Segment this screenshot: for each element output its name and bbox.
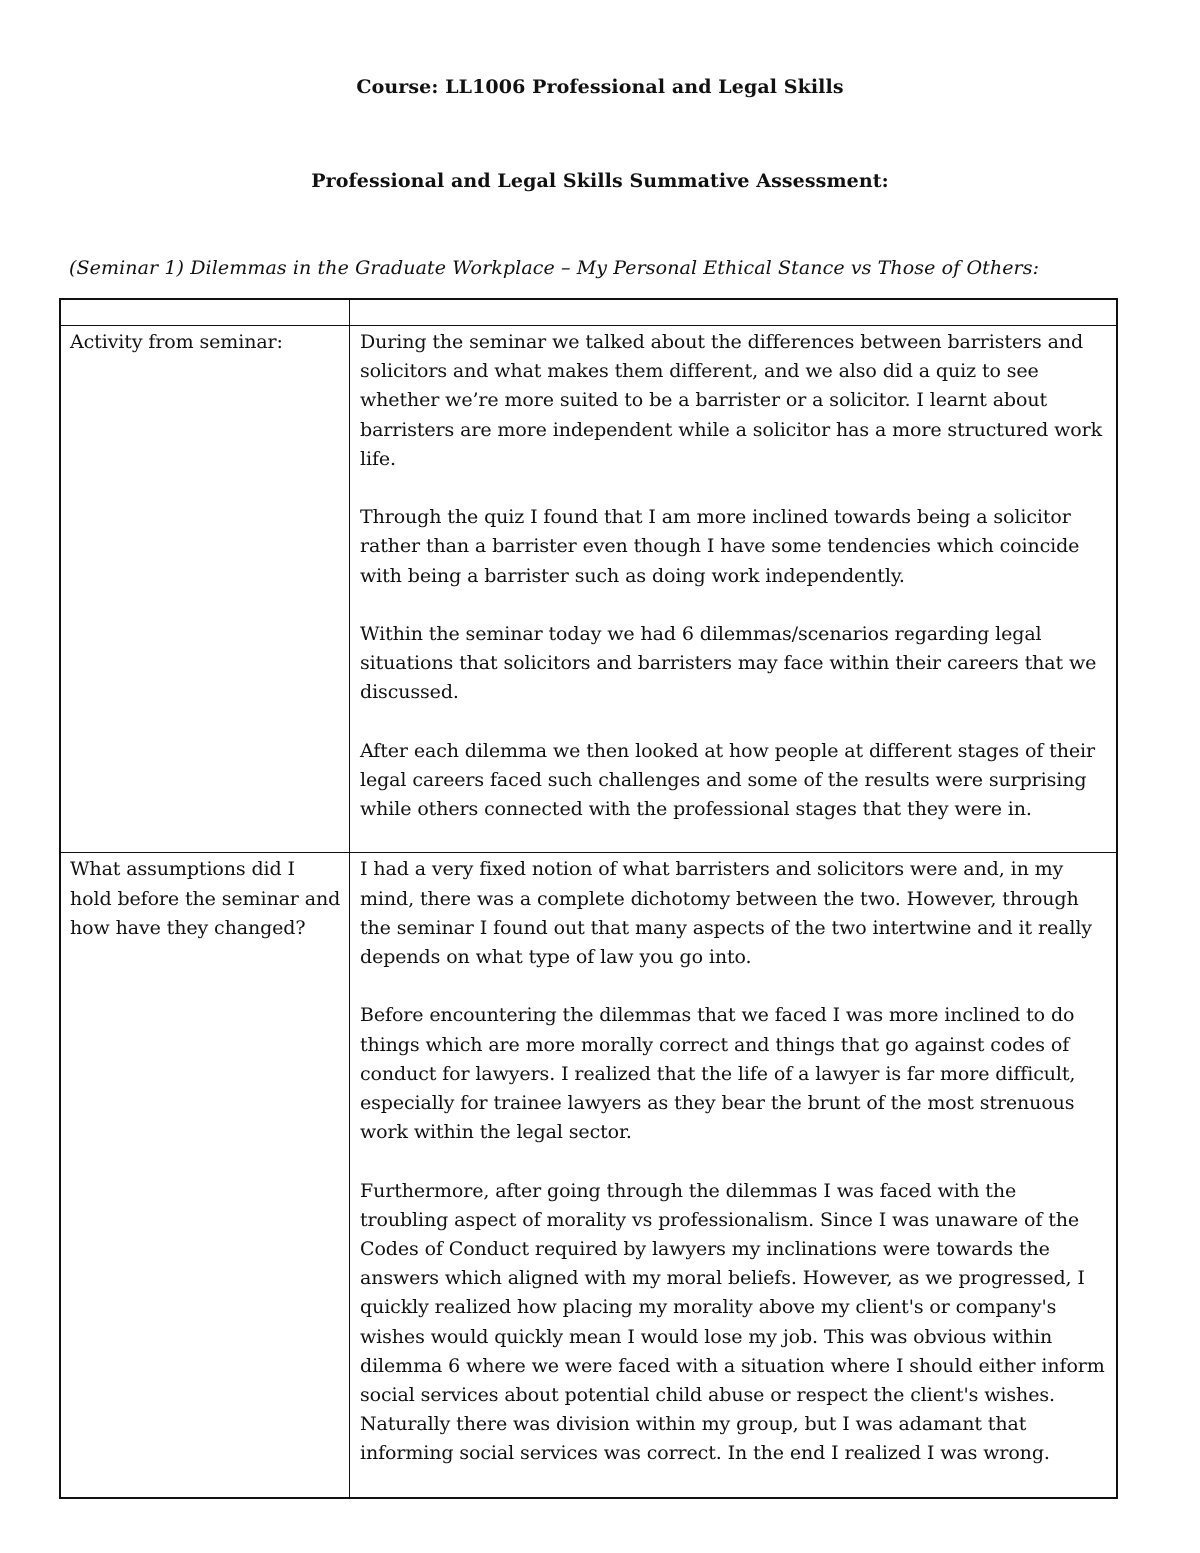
row-label-cell [60,853,350,1498]
paragraph: Within the seminar today we had 6 dilemmas/scenarios regarding legal situations that solicitors and barristers may face within their careers that we discussed. [360,623,1097,704]
paragraph: Furthermore, after going through the dilemmas I was faced with the troubling aspect of morality vs professionalism. Since I was unaware of the Codes of Conduct required by lawyers my inclinations were towards the answers which aligned with my moral beliefs. However, as we progressed, I quickly realized how placing my morality above my client's or company's wishes would quickly mean I would lose my job. This was obvious within dilemma 6 where we were faced with a situation where I should either inform social services about potential child abuse or respect the client's wishes. Naturally there was division within my group, but I was adamant that informing social services was correct. In the end I realized I was wrong. [360,1179,1105,1465]
table-row [60,326,1117,853]
paragraph: Before encountering the dilemmas that we faced I was more inclined to do things which are more morally correct and things that go against codes of conduct for lawyers. I realized that the life of a lawyer is far more difficult, especially for trainee lawyers as they bear the brunt of the most strenuous work within the legal sector. [360,1004,1076,1144]
paragraph: During the seminar we talked about the differences between barristers and solicitors and what makes them different, and we also did a quiz to see whether we’re more suited to be a barrister or a solicitor. I learnt about barristers are more independent while a solicitor has a more structured work life. [360,331,1102,470]
section-heading: (Seminar 1) Dilemmas in the Graduate Workplace – My Personal Ethical Stance vs Those of Others: [69,257,1040,279]
header-cell-right [350,299,1118,326]
reflection-table [59,298,1118,1499]
header-cell-left [60,299,350,326]
row-label-cell [60,326,350,853]
row-label-assumptions: What assumptions did I hold before the seminar and how have they changed? [70,858,341,939]
paragraph: I had a very fixed notion of what barristers and solicitors were and, in my mind, there was a complete dichotomy between the two. However, through the seminar I found out that many aspects of the two intertwine and it really depends on what type of law you go into. [360,858,1092,969]
table-header-row [60,299,1117,326]
row-content-cell [350,853,1118,1498]
assessment-title: Professional and Legal Skills Summative Assessment: [311,170,889,192]
row-label-activity: Activity from seminar: [70,331,283,353]
paragraph: Through the quiz I found that I am more inclined towards being a solicitor rather than a barrister even though I have some tendencies which coincide with being a barrister such as doing work independently. [360,506,1080,587]
row-content-cell [350,326,1118,853]
paragraph: After each dilemma we then looked at how people at different stages of their legal careers faced such challenges and some of the results were surprising while others connected with the professional stages that they were in. [360,739,1095,821]
course-title: Course: LL1006 Professional and Legal Skills [356,76,844,98]
table-row [60,853,1117,1498]
